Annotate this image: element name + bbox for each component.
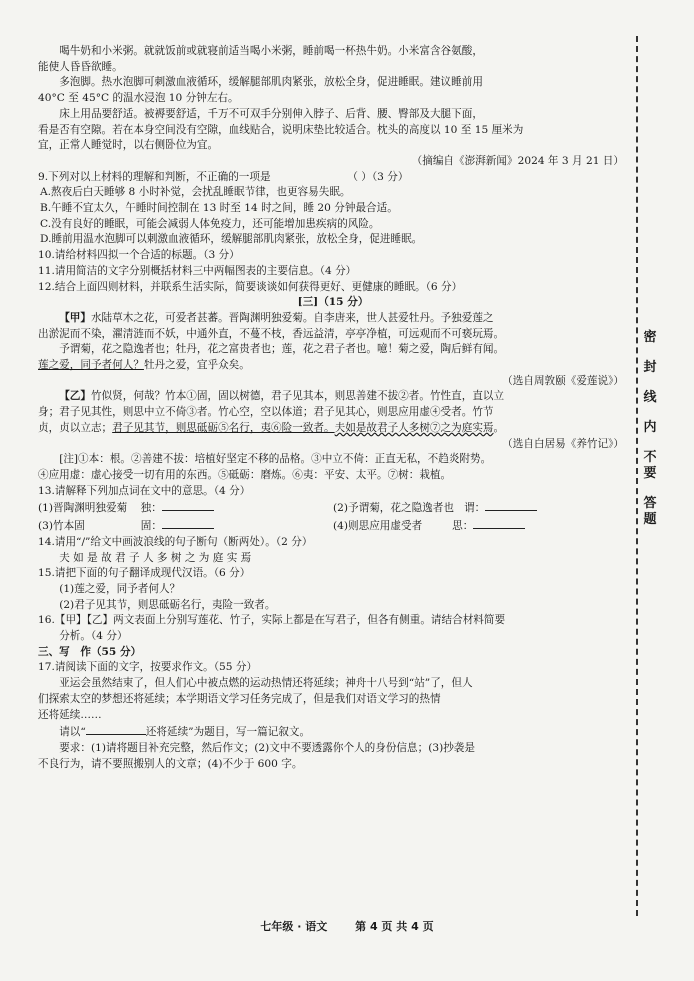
q13-row [38,517,628,535]
answer-blank[interactable] [473,517,525,529]
material-paragraph: 多泡脚。热水泡脚可刺激血液循环，缓解腿部肌肉紧张，放松全身，促进睡眠。建议睡前用 [59,76,483,89]
title-blank[interactable] [86,723,146,735]
q13-item: (4)则思应用虚受者 思： [333,517,628,535]
passage-jia-line: 出淤泥而不染，濯清涟而不妖，中通外直，不蔓不枝，香远益清，亭亭净植，可远观而不可亵玩焉。 [38,327,505,340]
essay-title-prompt: 请以“ 还将延续”为题目，写一篇记叙文。 [38,723,628,741]
passage-label: 【乙】 [59,390,91,403]
essay-requirements: 要求：(1)请将题目补充完整，然后作文；(2)文中不要透露你个人的身份信息；(3)抄袭是 [59,741,475,754]
question-stem: 9.下列对以上材料的理解和判断，不正确的一项是 [38,170,271,183]
passage-jia: 【甲】水陆草木之花，可爱者甚蕃。晋陶渊明独爱菊。自李唐来，世人甚爱牡丹。予独爱莲之 [59,311,494,324]
question-16: 16.【甲】【乙】两文表面上分别写莲花、竹子，实际上都是在写君子，但各有侧重。请结合材料简要 [38,614,506,627]
question-16-cont: 分析。（4 分） [59,630,128,643]
passage-jia-line: 予谓菊，花之隐逸者也；牡丹，花之富贵者也；莲，花之君子者也。噫！菊之爱，陶后鲜有闻。 [59,343,505,356]
wavy-sentence: 夫如是故君子人多树⑦之为庭实焉 [334,421,494,434]
question-15: 15.请把下面的句子翻译成现代汉语。（6 分） [38,567,251,580]
q13-row [38,499,628,517]
material-paragraph: 能使人昏昏欲睡。 [38,60,123,73]
translate-item: (2)君子见其节，则思砥砺名行，夷险一致者。 [59,598,276,611]
q13-item: (2)予谓菊，花之隐逸者也 谓： [333,499,628,517]
option-a: A.熬夜后白天睡够 8 小时补觉，会扰乱睡眠节律，也更容易失眠。 [40,186,351,199]
material-paragraph: 看是否有空隙。若在本身空间没有空隙，血线贴合，说明床垫比较适合。枕头的高度以 10 至 15 厘米为 [38,123,524,136]
question-14: 14.请用“/”给文中画波浪线的句子断句（断两处）。（2 分） [38,535,313,548]
option-c: C.没有良好的睡眠，可能会减弱人体免疫力，还可能增加患疾病的风险。 [40,217,380,230]
writing-section-title: 三、写 作（55 分） [38,645,142,658]
prompt-text: 们探索太空的梦想还将延续；本学期语文学习任务完成了，但是我们对语文学习的热情 [38,692,441,705]
q13-item: (1)晋陶渊明独爱菊 独： [38,499,333,517]
answer-blank[interactable] [162,517,214,529]
material-paragraph: 床上用品要舒适。被褥要舒适，千万不可双手分别伸入脖子、后背、腰、臀部及大腿下面， [59,107,483,120]
annotation-note: ④应用虚：虚心接受一切有用的东西。⑤砥砺：磨炼。⑥夷：平安、太平。⑦树：栽植。 [38,468,452,481]
source-note: （选自白居易《养竹记》） [502,437,624,450]
option-d: D.睡前用温水泡脚可以刺激血液循环，缓解腿部肌肉紧张，放松全身，促进睡眠。 [40,233,423,246]
annotation-note: [注]①本：根。②善建不拔：培植好坚定不移的品格。③中立不倚：正直无私，不趋炎附势。 [59,453,492,466]
answer-blank[interactable] [162,499,214,511]
question-9 [38,170,628,186]
answer-paren: （ ）（3 分） [347,170,409,183]
underlined-sentence: 君子见其节，则思砥砺⑤名行，夷⑥险一致者。 [112,421,335,434]
question-10: 10.请给材料四拟一个合适的标题。（3 分） [38,249,240,262]
footer-grade: 七年级 · 语文 [260,920,328,933]
question-13: 13.请解释下列加点词在文中的意思。（4 分） [38,484,251,497]
material-paragraph: 喝牛奶和小米粥。就就饭前或就寝前适当喝小米粥，睡前喝一杯热牛奶。小米富含谷氨酸， [59,45,483,57]
footer-page-number: 第 4 页 共 4 页 [355,920,434,933]
essay-requirements: 不良行为，请不要照搬别人的文章；(4)不少于 600 字。 [38,757,303,770]
answer-blank[interactable] [485,499,537,511]
passage-label: 【甲】 [59,311,91,324]
question-17: 17.请阅读下面的文字，按要求作文。（55 分） [38,661,258,674]
prompt-text: 亚运会虽然结束了，但人们心中被点燃的运动热情还将延续；神舟十八号到“站”了，但人 [59,677,473,690]
page-content [38,44,628,772]
underlined-sentence: 莲之爱，同予者何人？ [38,359,144,372]
passage-yi-line: 贞，贞以立志；君子见其节，则思砥砺⑤名行，夷⑥险一致者。夫如是故君子人多树⑦之为庭实焉。 [38,421,505,434]
source-note: （摘编自《澎湃新闻》2024 年 3 月 21 日） [411,154,624,167]
sentence-to-punctuate: 夫 如 是 故 君 子 人 多 树 之 为 庭 实 焉 [59,551,252,564]
material-paragraph: 40°C 至 45°C 的温水浸泡 10 分钟左右。 [38,92,239,105]
q13-item: (3)竹本固 固： [38,517,333,535]
passage-jia-line: 莲之爱，同予者何人？牡丹之爱，宜乎众矣。 [38,359,250,372]
section-heading: [三]（15 分） [297,296,369,309]
seal-line-notice: 密 封 线 内 不 要 答 题 [643,330,657,527]
material-paragraph: 宜，正常人睡觉时，以右侧卧位为宜。 [38,139,219,152]
source-note: （选自周敦颐《爱莲说》） [502,374,624,387]
passage-yi-line: 身；君子见其性，则思中立不倚③者。竹心空，空以体道；君子见其心，则思应用虚④受者。竹节 [38,406,494,419]
translate-item: (1)莲之爱，同予者何人？ [59,582,181,595]
passage-yi: 【乙】竹似贤，何哉？竹本①固，固以树德，君子见其本，则思善建不拔②者。竹性直，直以立 [59,390,505,403]
seal-dashed-line [636,36,638,916]
option-b: B.午睡不宜太久，午睡时间控制在 13 时至 14 时之间，睡 20 分钟最合适。 [40,202,398,215]
prompt-text: 还将延续…… [38,708,102,721]
question-11: 11.请用简洁的文字分别概括材料三中两幅图表的主要信息。（4 分） [38,264,357,277]
question-12: 12.结合上面四则材料，并联系生活实际，简要谈谈如何获得更好、更健康的睡眠。（6 分） [38,280,463,293]
page-footer [0,918,694,934]
